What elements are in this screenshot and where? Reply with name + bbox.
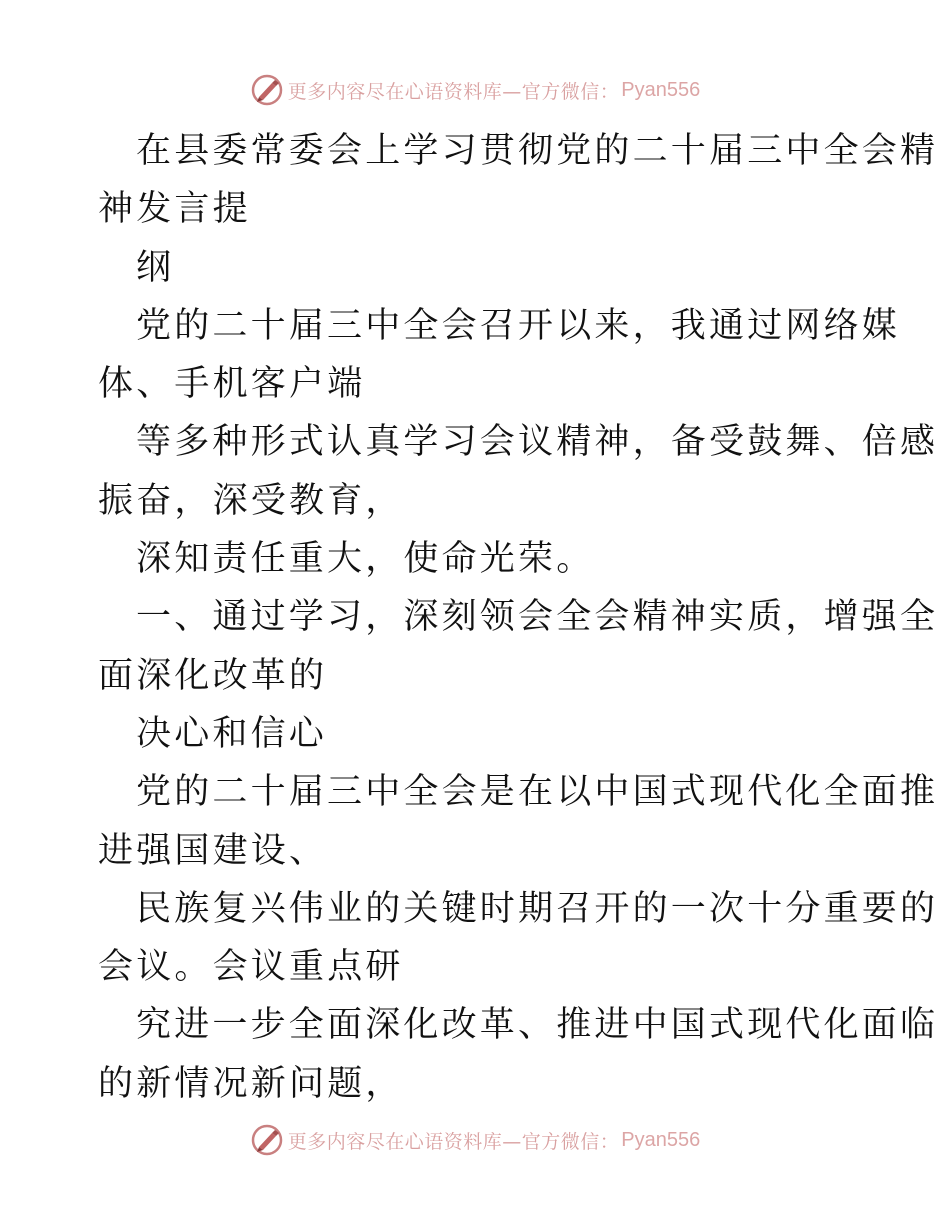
header-watermark [0, 70, 950, 110]
text-line: 究进一步全面深化改革、推进中国式现代化面临 [136, 1005, 939, 1046]
text-line: 党的二十届三中全会是在以中国式现代化全面推 [136, 772, 939, 813]
watermark-text: 更多内容尽在心语资料库—官方微信： [287, 80, 620, 103]
text-line: 神发言提 [98, 189, 251, 230]
text-line: 决心和信心 [136, 713, 328, 754]
text-line: 在县委常委会上学习贯彻党的二十届三中全会精 [136, 131, 939, 171]
text-line: 民族复兴伟业的关键时期召开的一次十分重要的 [136, 888, 939, 929]
watermark-text: 更多内容尽在心语资料库—官方微信： [287, 1130, 620, 1153]
text-line: 深知责任重大，使命光荣。 [136, 539, 595, 580]
text-line: 的新情况新问题， [98, 1063, 404, 1104]
text-line: 进强国建设、 [98, 830, 328, 871]
document-body [98, 122, 939, 1113]
text-line: 面深化改革的 [98, 655, 328, 696]
pen-logo-icon [250, 73, 284, 107]
text-line: 一、通过学习，深刻领会全会精神实质，增强全 [136, 597, 939, 638]
watermark-wechat-id: Pyan556 [621, 78, 701, 101]
text-line: 振奋，深受教育， [98, 480, 404, 521]
footer-watermark [0, 1120, 950, 1160]
text-line: 体、手机客户端 [98, 364, 366, 405]
pen-logo-icon [250, 1123, 284, 1157]
watermark-wechat-id: Pyan556 [621, 1128, 701, 1151]
text-line: 纲 [136, 247, 175, 288]
text-line: 会议。会议重点研 [98, 947, 404, 988]
text-line: 党的二十届三中全会召开以来，我通过网络媒 [136, 305, 901, 346]
text-line: 等多种形式认真学习会议精神，备受鼓舞、倍感 [136, 422, 939, 463]
